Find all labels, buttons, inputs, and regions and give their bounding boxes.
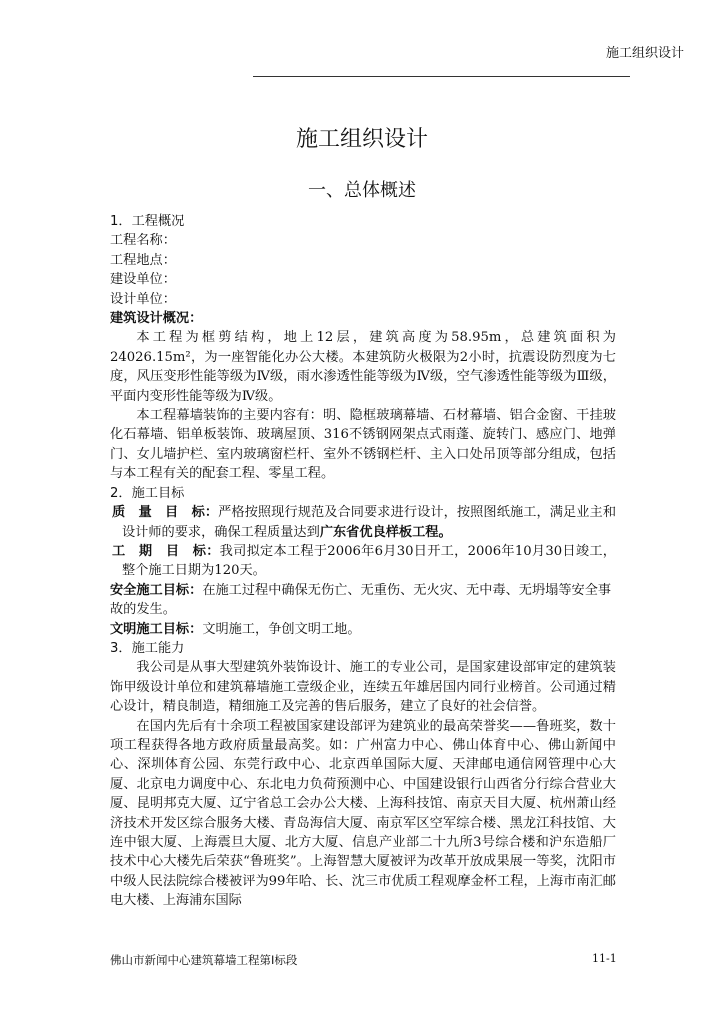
footer-project-name: 佛山市新闻中心建筑幕墙工程第Ⅰ标段: [110, 953, 298, 967]
paragraph: 我公司是从事大型建筑外装饰设计、施工的专业公司，是国家建设部审定的建筑装饰甲级设计单位和建筑幕墙施工壹级企业，连续五年雄居国内同行业榜首。公司通过精心设计，精良制造，精细施工及完善的售后服务，建立了良好的社会信誉。: [110, 660, 616, 715]
schedule-goal: [110, 542, 616, 581]
civil-goal: [110, 620, 616, 639]
page-number: 11-1: [592, 952, 617, 965]
safety-goal: [110, 581, 616, 620]
field-designer: 设计单位：: [110, 291, 176, 307]
section-heading: 3．施工能力: [110, 640, 185, 656]
quality-goal-text: 严格按照现行规范及合同要求进行设计，按照图纸施工，满足业主和设计师的要求，确保工程质量达到: [122, 505, 617, 540]
civil-goal-text: 文明施工，争创文明工地。: [202, 621, 361, 637]
section-heading: 2．施工目标: [110, 485, 185, 501]
schedule-goal-label: 工 期 目 标：: [112, 543, 220, 559]
paragraph: 本工程为框剪结构，地上12层，建筑高度为58.95m，总建筑面积为24026.15m²，为一座智能化办公大楼。本建筑防火极限为2小时，抗震设防烈度为七度，风压变形性能等级为Ⅳ级，雨水渗透性能等级为Ⅳ级，空气渗透性能等级为Ⅲ级，平面内变形性能等级为Ⅳ级。: [110, 330, 616, 404]
quality-goal-emphasis: 广东省优良样板工程。: [319, 524, 452, 540]
civil-goal-label: 文明施工目标：: [110, 621, 203, 637]
quality-goal: [110, 503, 616, 542]
paragraph: 本工程幕墙装饰的主要内容有：明、隐框玻璃幕墙、石材幕墙、铝合金窗、干挂玻化石幕墙、铝单板装饰、玻璃屋顶、316不锈钢网架点式雨蓬、旋转门、感应门、地弹门、女儿墙护栏、室内玻璃窗栏杆、室外不锈钢栏杆、主入口处吊顶等部分组成，包括与本工程有关的配套工程、零星工程。: [110, 408, 616, 482]
paragraph: 在国内先后有十余项工程被国家建设部评为建筑业的最高荣誉奖——鲁班奖，数十项工程获得各地方政府质量最高奖。如：广州富力中心、佛山体育中心、佛山新闻中心、深圳体育公园、东莞行政中心、北京西单国际大厦、天津邮电通信网管理中心大厦、北京电力调度中心、东北电力负荷预测中心、中国建设银行山西省分行综合营业大厦、昆明邦克大厦、辽宁省总工会办公大楼、上海科技馆、南京天目大厦、杭州萧山经济技术开发区综合服务大楼、青岛海信大厦、南京军区空军综合楼、黑龙江科技馆、大连中银大厦、上海震旦大厦、北方大厦、信息产业部二十九所3号综合楼和沪东造船厂技术中心大楼先后荣获“鲁班奖”。上海智慧大厦被评为改革开放成果展一等奖，沈阳市中级人民法院综合楼被评为99年哈、长、沈三市优质工程观摩金杯工程，上海市南汇邮电大楼、上海浦东国际: [110, 718, 616, 909]
chapter-subtitle: 一、总体概述: [308, 180, 416, 201]
body-content: [110, 212, 616, 911]
field-project-location: 工程地点：: [110, 252, 176, 268]
header-rule: [253, 76, 630, 77]
section-heading: 1．工程概况: [110, 214, 185, 229]
safety-goal-text: 在施工过程中确保无伤亡、无重伤、无火灾、无中毒、无坍塌等安全事故的发生。: [110, 582, 612, 618]
field-client: 建设单位：: [110, 272, 176, 288]
running-header: 施工组织设计: [605, 46, 684, 61]
quality-goal-label: 质 量 目 标：: [112, 505, 219, 521]
safety-goal-label: 安全施工目标：: [110, 582, 203, 598]
field-project-name: 工程名称：: [110, 233, 176, 249]
schedule-goal-text: 我司拟定本工程于2006年6月30日开工，2006年10月30日竣工，整个施工日期为120天。: [122, 543, 616, 579]
design-overview-heading: 建筑设计概况：: [110, 311, 203, 327]
page-title: 施工组织设计: [295, 127, 428, 152]
